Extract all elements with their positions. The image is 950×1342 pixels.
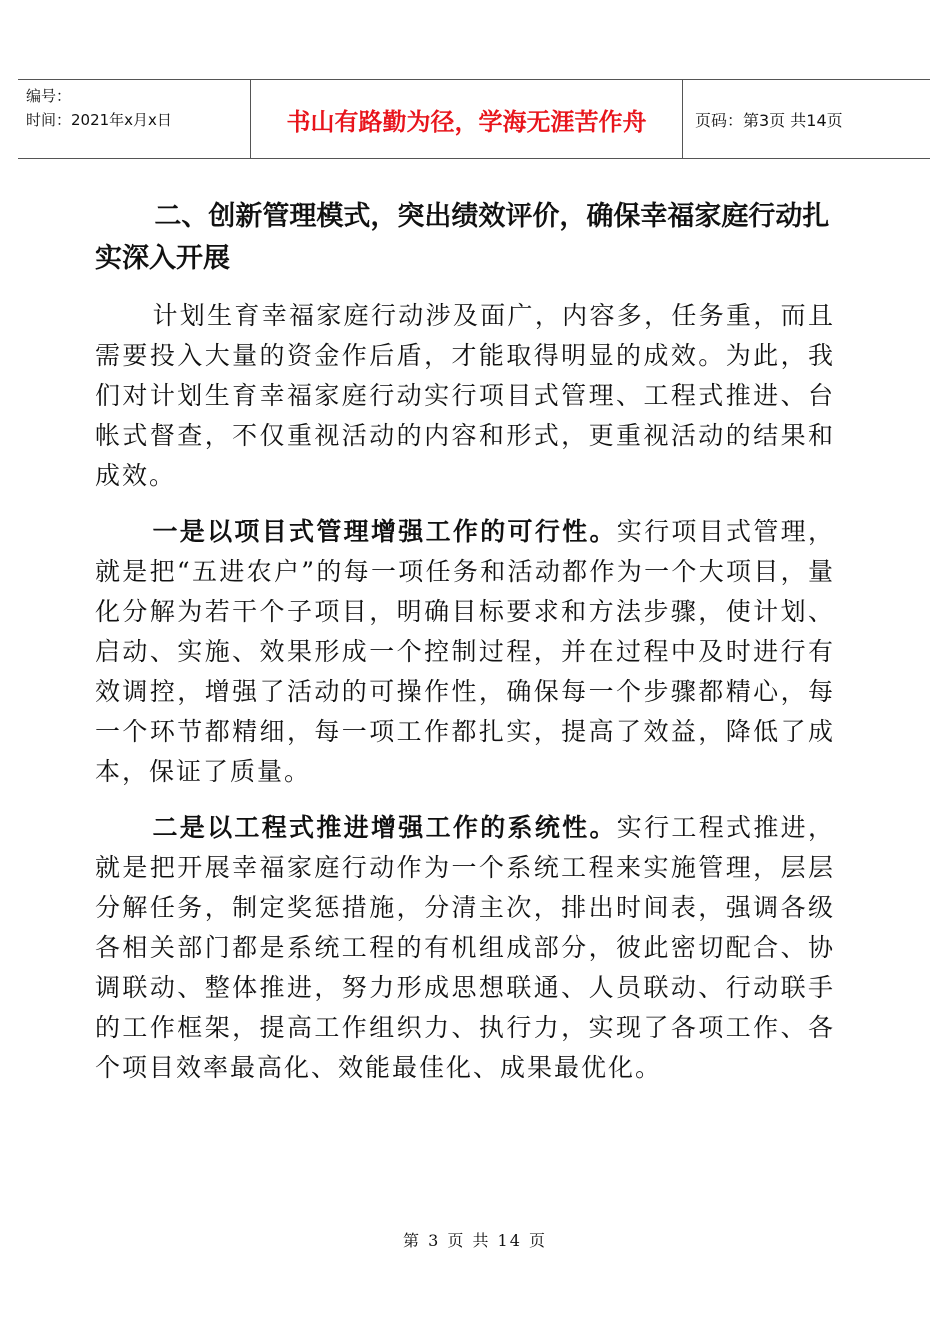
time-label: 时间：2021年x月x日 [26, 111, 172, 129]
document-body [95, 196, 835, 1104]
header-motto: 书山有路勤为径，学海无涯苦作舟 [251, 80, 683, 158]
document-header [18, 79, 930, 159]
serial-label: 编号： [26, 87, 72, 105]
paragraph-text: 实行项目式管理，就是把“五进农户”的每一项任务和活动都作为一个大项目，量化分解为若干个子项目，明确目标要求和方法步骤，使计划、启动、实施、效果形成一个控制过程，并在过程中及时进行有效调控，增强了活动的可操作性，确保每一个步骤都精心，每一个环节都精细，每一项工作都扎实，提高了效益，降低了成本，保证了质量。 [95, 517, 835, 786]
paragraph-engineering-advance [95, 808, 835, 1088]
header-meta [18, 80, 251, 158]
page-footer: 第 3 页 共 14 页 [403, 1231, 547, 1250]
paragraph-text: 实行工程式推进，就是把开展幸福家庭行动作为一个系统工程来实施管理，层层分解任务，制定奖惩措施，分清主次，排出时间表，强调各级各相关部门都是系统工程的有机组成部分，彼此密切配合、协调联动、整体推进，努力形成思想联通、人员联动、行动联手的工作框架，提高工作组织力、执行力，实现了各项工作、各个项目效率最高化、效能最佳化、成果最优化。 [95, 813, 835, 1082]
intro-paragraph: 计划生育幸福家庭行动涉及面广，内容多，任务重，而且需要投入大量的资金作后盾，才能取得明显的成效。为此，我们对计划生育幸福家庭行动实行项目式管理、工程式推进、台帐式督查，不仅重视活动的内容和形式，更重视活动的结果和成效。 [95, 301, 835, 490]
paragraph-lead: 二是以工程式推进增强工作的系统性。 [152, 813, 617, 842]
paragraph-project-management [95, 512, 835, 792]
paragraph-lead: 一是以项目式管理增强工作的可行性。 [152, 517, 617, 546]
section-heading: 二、创新管理模式，突出绩效评价，确保幸福家庭行动扎实深入开展 [95, 201, 830, 274]
header-page-info: 页码：第3页 共14页 [695, 110, 843, 130]
